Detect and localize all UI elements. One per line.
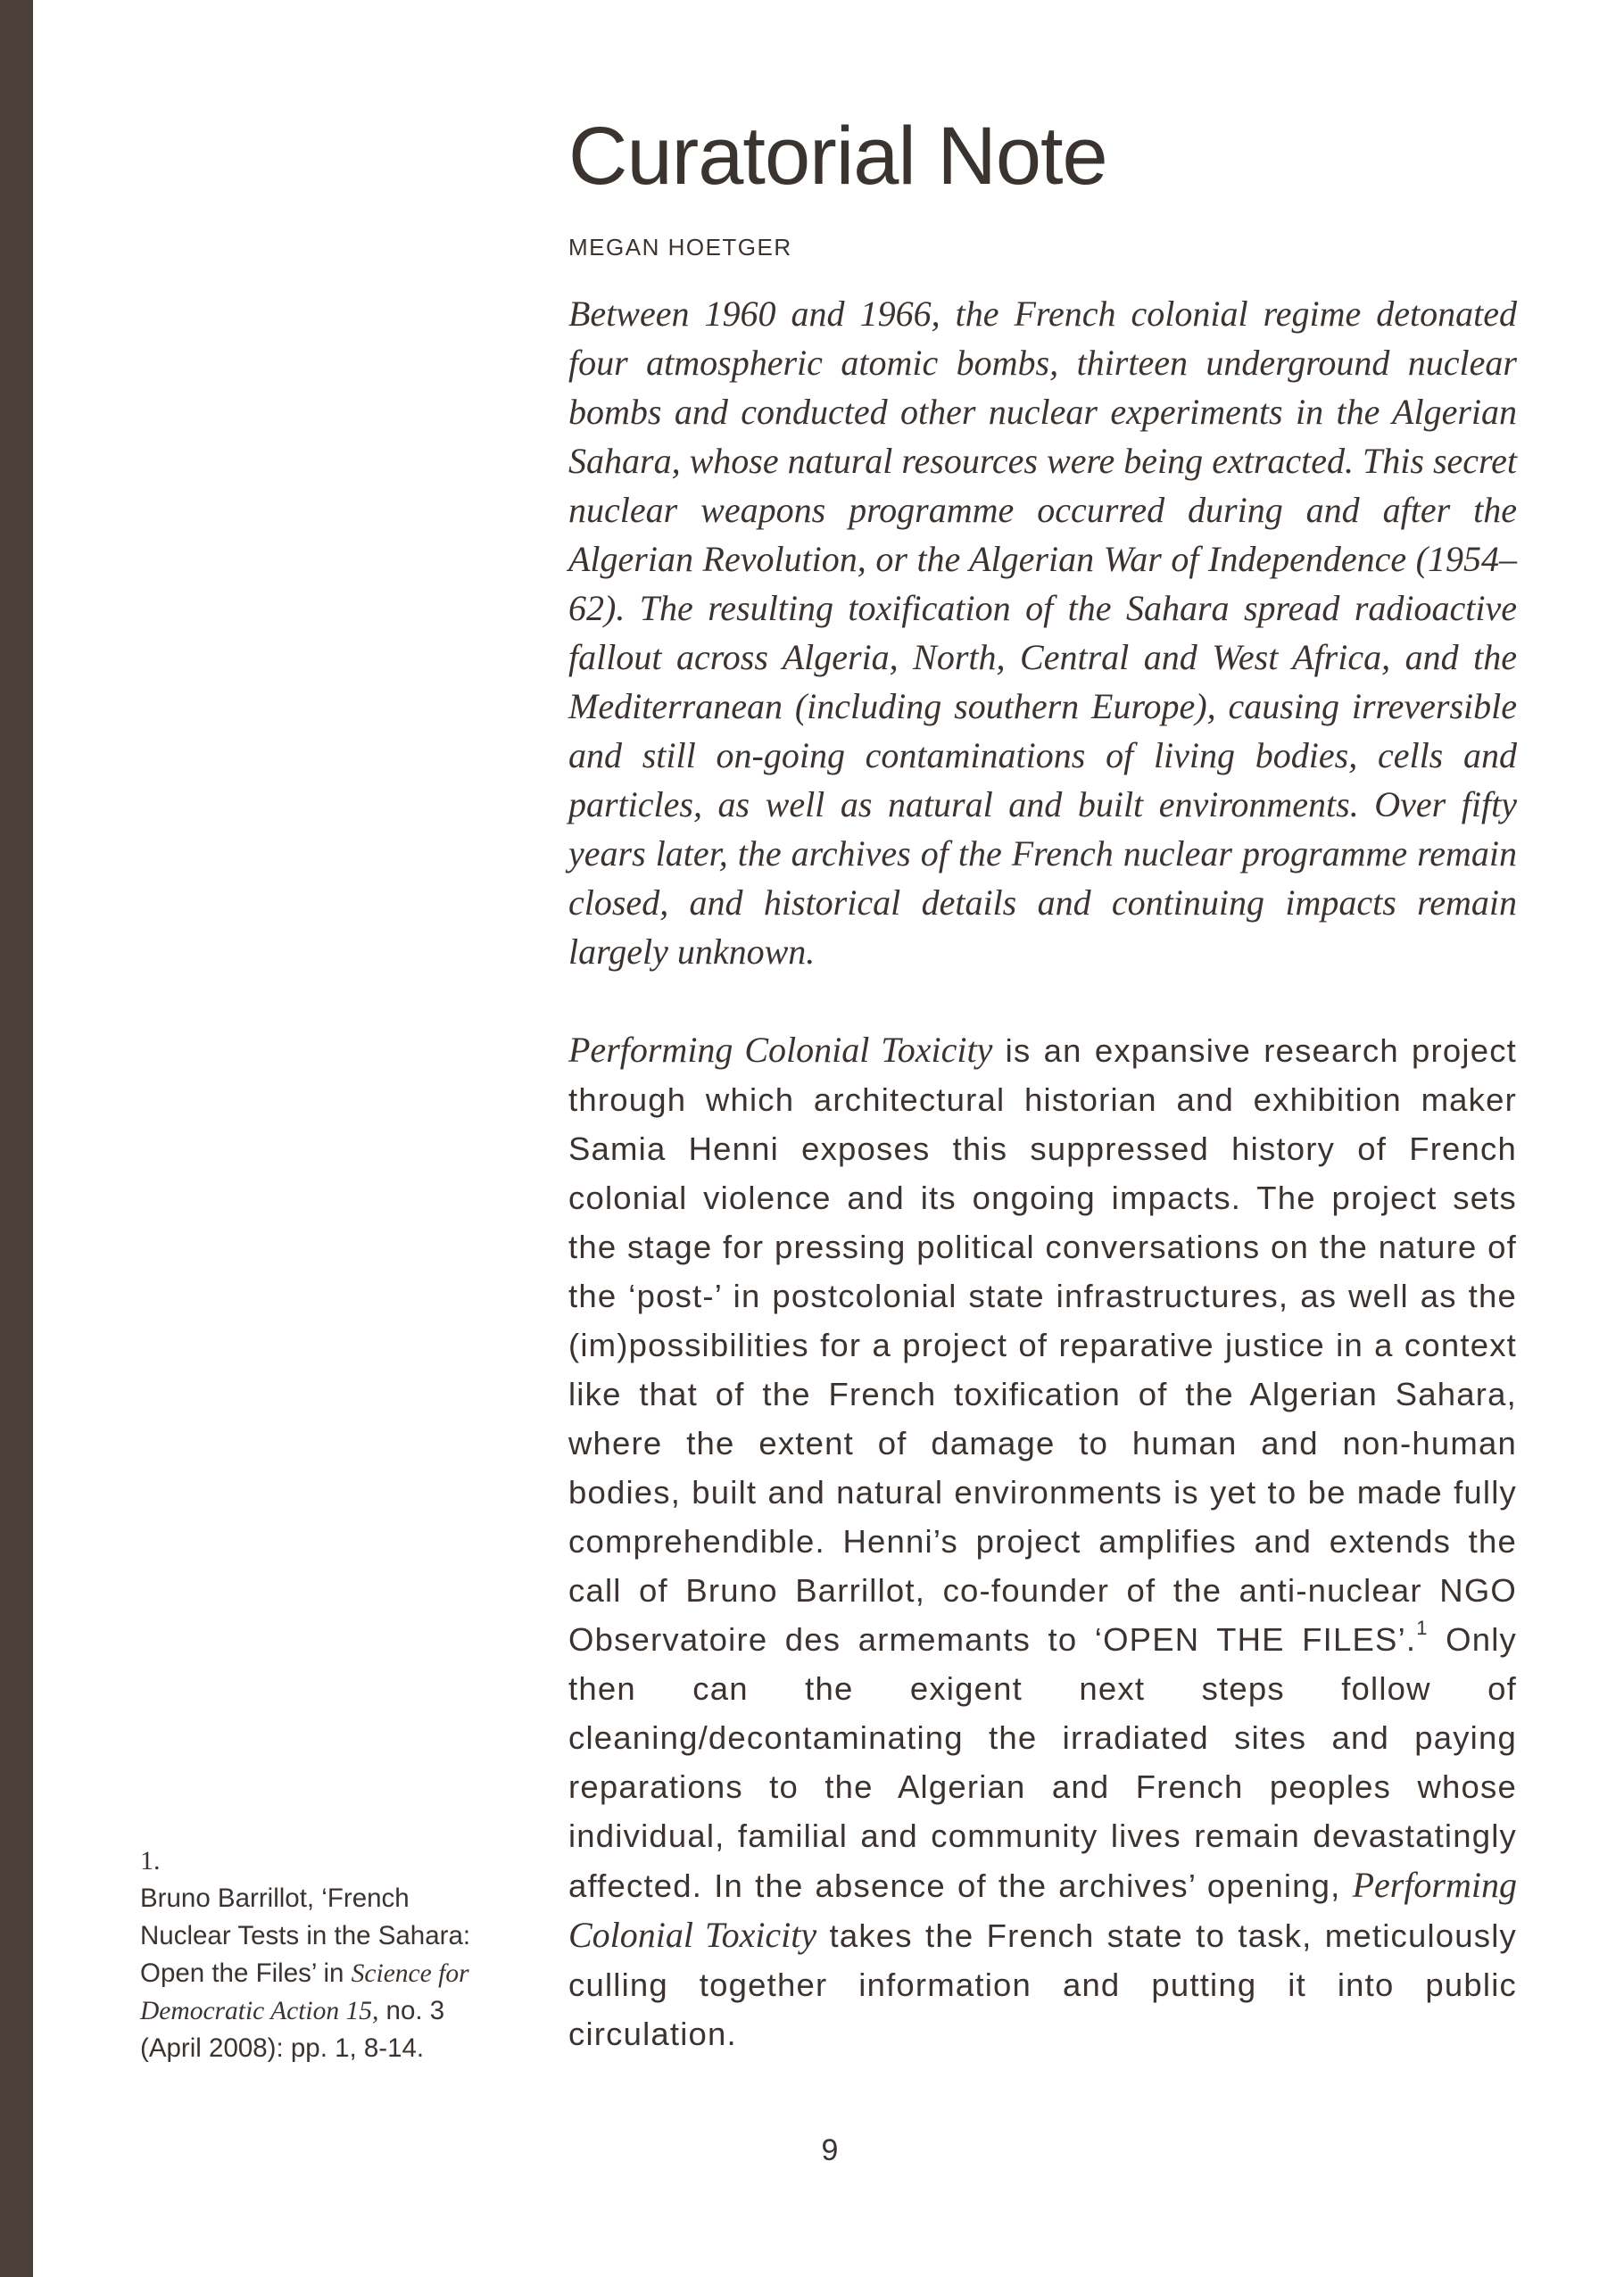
footnote-number: 1. (140, 1846, 161, 1875)
main-column (568, 107, 1517, 2091)
footnote-text-part-1: Bruno Barrillot, ‘French Nuclear Tests in the Sahara: Open the Files’ in (140, 1884, 471, 1988)
footnote (140, 1842, 479, 2067)
footnote-text-part-2: no. 3 (April 2008): pp. 1, 8-14. (140, 1996, 445, 2063)
body-text-part-1: is an expansive research project through which architectural historian and exhibition maker Samia Henni exposes this suppressed history of French colonial violence and its ongoing impacts. The project sets the stage for pressing political conversations on the nature of the ‘post-’ in postcolonial state infrastructures, as well as the (im)possibilities for a project of reparative justice in a context like that of the French toxification of the Algerian Sahara, where the extent of damage to human and non-human bodies, built and natural environments is yet to be made fully comprehendible. Henni’s project amplifies and extends the call of Bruno Barrillot, co-founder of the anti-nuclear NGO Observatoire des armemants to ‘OPEN THE FILES’. (568, 1032, 1517, 1658)
page-number: 9 (821, 2133, 839, 2167)
author-name: MEGAN HOETGER (568, 234, 792, 261)
footnote-journal-title: Science for Democratic Action 15, (140, 1959, 469, 2025)
footnote-reference[interactable]: 1 (1416, 1617, 1429, 1639)
body-text-part-3: takes the French state to task, meticulously culling together information and putting it into public circulation. (568, 1917, 1517, 2052)
page-title: Curatorial Note (568, 111, 1107, 202)
page-spine-bar (0, 0, 33, 2277)
intro-paragraph: Between 1960 and 1966, the French colonial regime detonated four atmospheric atomic bombs, thirteen underground nuclear bombs and conducted other nuclear experiments in the Algerian Sahara, whose natural resources were being extracted. This secret nuclear weapons programme occurred during and after the Algerian Revolution, or the Algerian War of Independence (1954–62). The resulting toxification of the Sahara spread radioactive fallout across Algeria, North, Central and West Africa, and the Mediterranean (including southern Europe), causing irreversible and still on-going contaminations of living bodies, cells and particles, as well as natural and built environments. Over fifty years later, the archives of the French nuclear programme remain closed, and historical details and continuing impacts remain largely unknown. (568, 294, 1517, 972)
body-text-part-2: Only then can the exigent next steps follow of cleaning/decontaminating the irradiated sites and paying reparations to the Algerian and French peoples whose individual, familial and community lives remain devastatingly affected. In the absence of the archives’ opening, (568, 1621, 1517, 1904)
project-title-reference: Performing Colonial Toxicity (568, 1030, 993, 1070)
project-title-reference: Performing Colonial Toxicity (568, 1865, 1517, 1955)
body-paragraph (568, 1025, 1517, 2058)
